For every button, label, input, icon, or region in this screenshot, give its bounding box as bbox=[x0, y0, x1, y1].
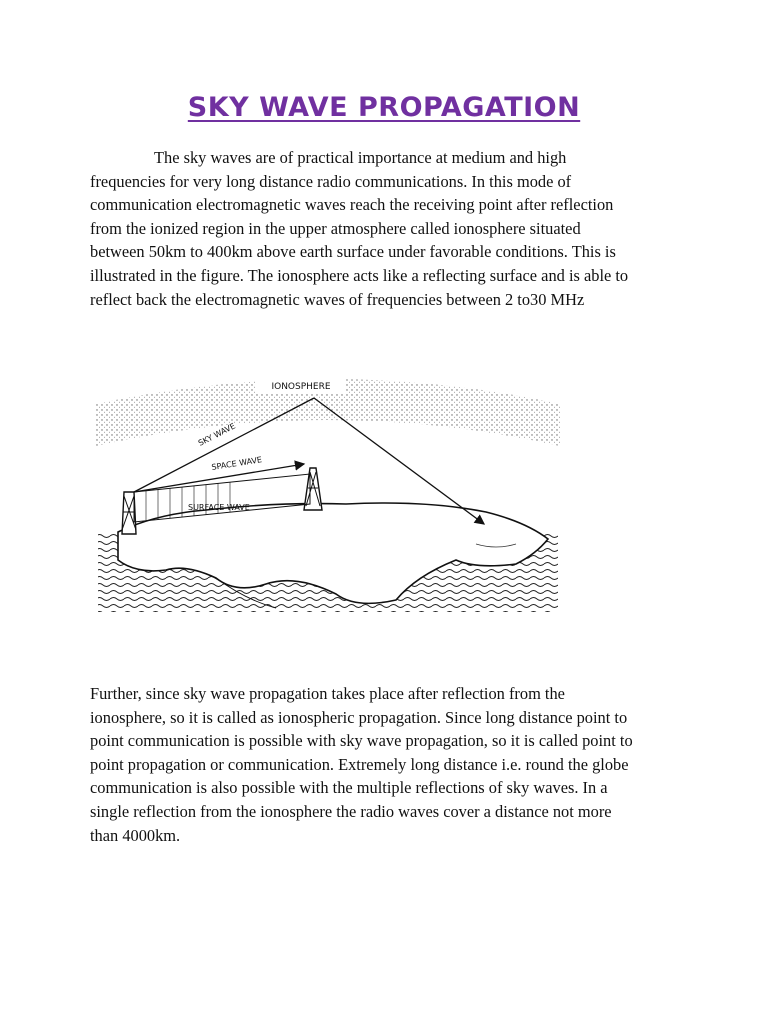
paragraph-intro bbox=[90, 146, 688, 311]
space-wave-label: SPACE WAVE bbox=[210, 455, 263, 472]
paragraph-further bbox=[90, 682, 688, 847]
ionosphere-label: IONOSPHERE bbox=[271, 382, 331, 392]
text-line: point propagation or communication. Extremely long distance i.e. round the globe bbox=[90, 754, 629, 774]
text-line: than 4000km. bbox=[90, 825, 181, 845]
text-line: from the ionized region in the upper atmosphere called ionosphere situated bbox=[90, 218, 581, 238]
text-line: illustrated in the figure. The ionosphere acts like a reflecting surface and is able to bbox=[90, 265, 629, 285]
text-line: The sky waves are of practical importance at medium and high bbox=[154, 148, 567, 167]
surface-wave-label: SURFACE WAVE bbox=[188, 503, 250, 512]
text-line: Further, since sky wave propagation takes place after reflection from the bbox=[90, 684, 565, 703]
text-line: ionosphere, so it is called as ionospheric propagation. Since long distance point to bbox=[90, 707, 628, 727]
text-line: communication electromagnetic waves reach the receiving point after reflection bbox=[90, 195, 614, 215]
sky-wave-label: SKY WAVE bbox=[196, 421, 237, 448]
text-line: communication is also possible with the multiple reflections of sky waves. In a bbox=[90, 778, 608, 798]
sky-wave-figure bbox=[96, 364, 560, 616]
text-line: frequencies for very long distance radio communications. In this mode of bbox=[90, 171, 572, 191]
text-line: point communication is possible with sky wave propagation, so it is called point to bbox=[90, 731, 633, 751]
page-title: SKY WAVE PROPAGATION bbox=[187, 92, 581, 123]
text-line: single reflection from the ionosphere the radio waves cover a distance not more bbox=[90, 801, 612, 821]
text-line: reflect back the electromagnetic waves of frequencies between 2 to30 MHz bbox=[90, 289, 585, 309]
text-line: between 50km to 400km above earth surface under favorable conditions. This is bbox=[90, 242, 616, 262]
